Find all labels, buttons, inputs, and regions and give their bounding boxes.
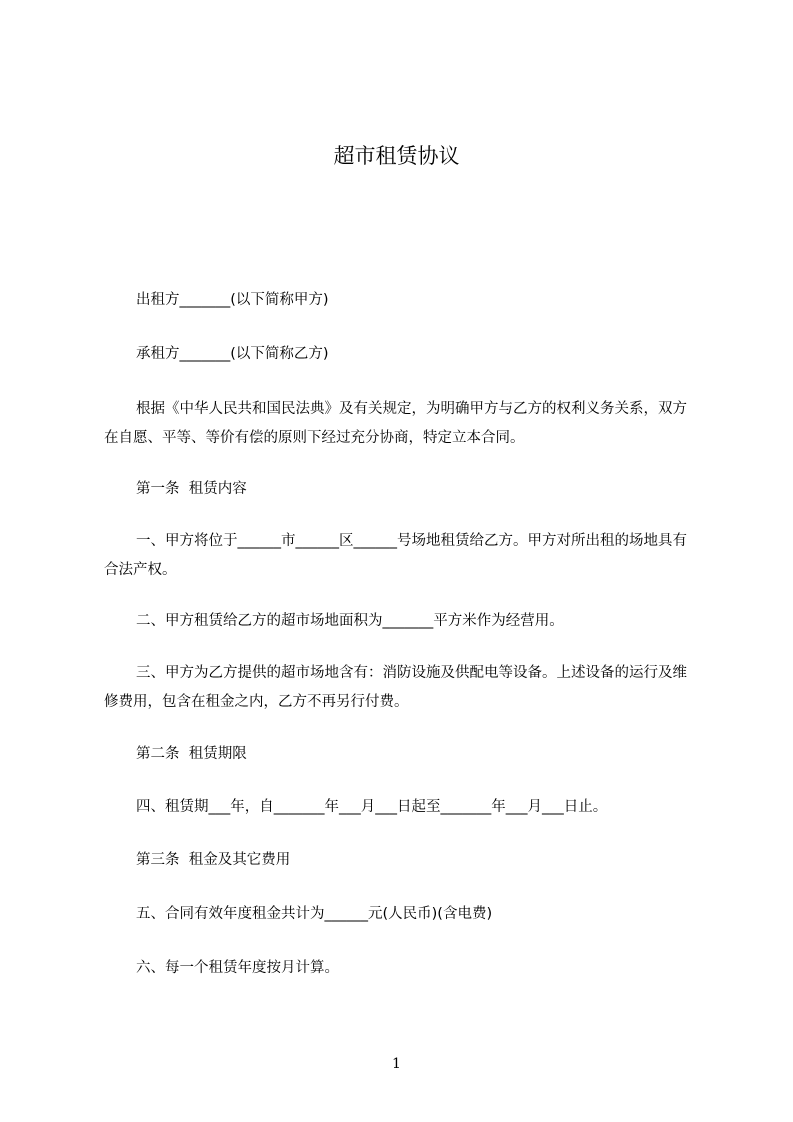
article-3-heading: 第三条 租金及其它费用 — [136, 852, 291, 868]
clause-5-paragraph: 五、合同有效年度租金共计为______元(人民币)(含电费) — [136, 906, 493, 922]
clause-2-paragraph: 二、甲方租赁给乙方的超市场地面积为_______平方米作为经营用。 — [136, 613, 564, 629]
clause-4-paragraph: 四、租赁期___年，自_______年___月___日起至_______年___月___日止。 — [136, 799, 608, 815]
article-1-heading: 第一条 租赁内容 — [136, 481, 247, 497]
preamble-paragraph: 根据《中华人民共和国民法典》及有关规定，为明确甲方与乙方的权利义务关系，双方在自愿、平等、等价有偿的原则下经过充分协商，特定立本合同。 — [104, 401, 687, 446]
clause-6-paragraph: 六、每一个租赁年度按月计算。 — [136, 960, 339, 976]
clause-3-paragraph: 三、甲方为乙方提供的超市场地含有：消防设施及供配电等设备。上述设备的运行及维修费用，包含在租金之内，乙方不再另行付费。 — [104, 665, 687, 710]
document-title: 超市租赁协议 — [333, 144, 460, 168]
page-number: 1 — [392, 1056, 401, 1072]
lessor-line: 出租方_______(以下简称甲方) — [136, 292, 329, 308]
article-2-heading: 第二条 租赁期限 — [136, 746, 247, 762]
clause-1-paragraph: 一、甲方将位于______市______区______号场地租赁给乙方。甲方对所出租的场地具有合法产权。 — [104, 533, 687, 578]
lessee-line: 承租方_______(以下简称乙方) — [136, 346, 329, 362]
